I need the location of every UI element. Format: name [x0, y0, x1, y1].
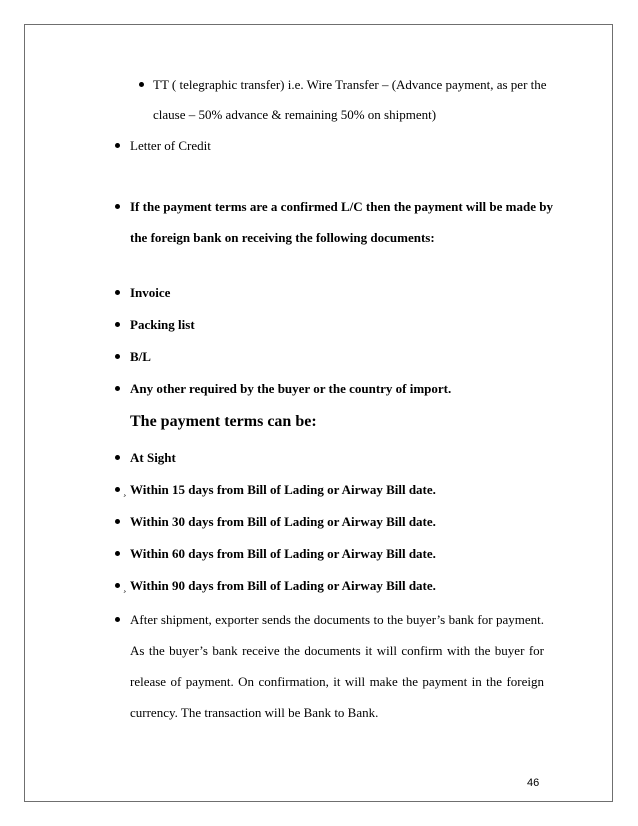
bullet-icon [139, 82, 144, 87]
lc-line-1: If the payment terms are a confirmed L/C then the payment will be made by [130, 199, 553, 214]
payment-term-item: At Sight [130, 450, 176, 465]
payment-term-item: Within 60 days from Bill of Lading or Airway Bill date. [130, 546, 436, 561]
payment-term-item: Within 90 days from Bill of Lading or Airway Bill date. [130, 578, 436, 593]
payment-term-item: Within 15 days from Bill of Lading or Airway Bill date. [130, 482, 436, 497]
after-shipment-line-2: As the buyer’s bank receive the documents it will confirm with the buyer for [130, 643, 544, 658]
bullet-icon [115, 386, 120, 391]
bullet-icon [115, 290, 120, 295]
bullet-icon [115, 143, 120, 148]
tick-mark-icon: ¸ [123, 486, 127, 497]
document-item: B/L [130, 349, 151, 364]
payment-terms-heading: The payment terms can be: [130, 413, 317, 430]
payment-term-item: Within 30 days from Bill of Lading or Airway Bill date. [130, 514, 436, 529]
tick-mark-icon: ¸ [123, 582, 127, 593]
letter-of-credit-item: Letter of Credit [130, 138, 211, 153]
lc-line-2: the foreign bank on receiving the following documents: [130, 230, 435, 245]
after-shipment-line-4: currency. The transaction will be Bank to Bank. [130, 705, 379, 720]
after-shipment-line-1: After shipment, exporter sends the documents to the buyer’s bank for payment. [130, 612, 544, 627]
bullet-icon [115, 551, 120, 556]
bullet-icon [115, 519, 120, 524]
bullet-icon [115, 322, 120, 327]
bullet-icon [115, 617, 120, 622]
tt-line-1: TT ( telegraphic transfer) i.e. Wire Transfer – (Advance payment, as per the [153, 77, 547, 92]
document-item: Invoice [130, 285, 171, 300]
document-item: Packing list [130, 317, 195, 332]
bullet-icon [115, 204, 120, 209]
bullet-icon [115, 583, 120, 588]
after-shipment-line-3: release of payment. On confirmation, it will make the payment in the foreign [130, 674, 544, 689]
document-item: Any other required by the buyer or the country of import. [130, 381, 452, 396]
page-number: 46 [527, 777, 540, 789]
tt-line-2: clause – 50% advance & remaining 50% on shipment) [153, 107, 437, 122]
bullet-icon [115, 487, 120, 492]
bullet-icon [115, 455, 120, 460]
bullet-icon [115, 354, 120, 359]
